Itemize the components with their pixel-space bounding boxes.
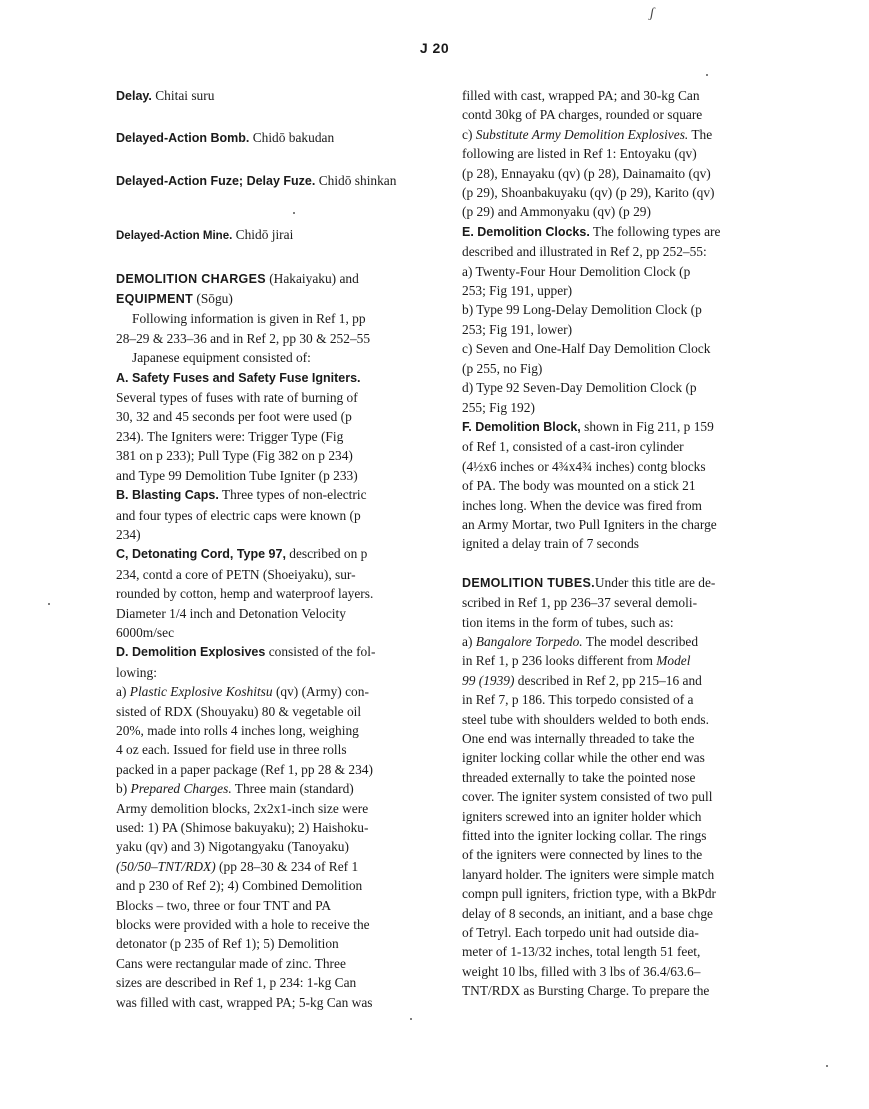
body-line: detonator (p 235 of Ref 1); 5) Demolition	[116, 936, 339, 952]
body-line: lowing:	[116, 664, 157, 680]
body-line: 253; Fig 191, upper)	[462, 283, 573, 299]
body-line: of PA. The body was mounted on a stick 21	[462, 478, 696, 494]
body-line: d) Type 92 Seven-Day Demolition Clock (p	[462, 380, 697, 396]
body-text: a)	[116, 684, 130, 700]
body-text: described on p	[285, 546, 368, 562]
scan-speck	[48, 603, 50, 605]
body-line: TNT/RDX as Bursting Charge. To prepare the	[462, 983, 710, 999]
body-line: (p 29), Shoanbakuyaku (qv) (p 29), Karito (qv)	[462, 185, 715, 201]
scan-speck	[706, 74, 708, 76]
italic-term: Bangalore Torpedo.	[475, 633, 583, 649]
body-line: 20%, made into rolls 4 inches long, weighing	[116, 722, 359, 738]
body-line: blocks were provided with a hole to receive the	[116, 917, 370, 933]
body-text: shown in Fig 211, p 159	[580, 418, 714, 434]
body-line: Japanese equipment consisted of:	[132, 350, 311, 366]
body-line: 30, 32 and 45 seconds per foot were used (p	[116, 409, 352, 425]
body-line: 234, contd a core of PETN (Shoeiyaku), sur-	[116, 566, 356, 582]
body-line: of the igniters were connected by lines to the	[462, 847, 703, 863]
body-line: tion items in the form of tubes, such as:	[462, 614, 674, 630]
entry-term: Delayed-Action Fuze; Delay Fuze.	[116, 173, 316, 188]
entry-text: Chidō jirai	[232, 227, 294, 243]
body-line: igniters screwed into an igniter holder which	[462, 808, 702, 824]
italic-term: (50/50–TNT/RDX)	[116, 858, 216, 874]
subsection-heading: A. Safety Fuses and Safety Fuse Igniters.	[116, 370, 361, 385]
italic-term: Plastic Explosive Koshitsu	[129, 684, 273, 700]
body-text: The	[688, 126, 713, 142]
body-line: (p 28), Ennayaku (qv) (p 28), Dainamaito (qv)	[462, 165, 711, 181]
body-text: c)	[462, 126, 476, 142]
body-line: fitted into the igniter locking collar. The rings	[462, 828, 707, 844]
body-line: packed in a paper package (Ref 1, pp 28 & 234)	[116, 761, 373, 777]
body-line: ignited a delay train of 7 seconds	[462, 536, 640, 552]
entry-term: Delayed-Action Bomb.	[116, 131, 250, 146]
body-line: yaku (qv) and 3) Nigotangyaku (Tanoyaku)	[116, 839, 349, 855]
body-line: lanyard holder. The igniters were simple match	[462, 866, 715, 882]
body-line: 381 on p 233); Pull Type (Fig 382 on p 234)	[116, 448, 353, 464]
page-number-header: J 20	[419, 40, 450, 56]
entry-delayed-action-fuze	[116, 171, 434, 191]
body-text: Under this title are de-	[594, 574, 716, 590]
body-line: Diameter 1/4 inch and Detonation Velocity	[116, 605, 346, 621]
body-line: filled with cast, wrapped PA; and 30-kg Can	[462, 88, 700, 103]
body-text: in Ref 1, p 236 looks different from	[462, 653, 657, 669]
subsection-heading: D. Demolition Explosives	[116, 645, 266, 660]
body-text: The following types are	[589, 223, 721, 239]
body-text: b)	[116, 781, 131, 797]
body-line: (p 255, no Fig)	[462, 360, 543, 376]
body-line: and Type 99 Demolition Tube Igniter (p 233)	[116, 467, 358, 483]
entry-term: Delayed-Action Mine.	[116, 230, 233, 243]
body-line: contd 30kg of PA charges, rounded or square	[462, 107, 703, 123]
body-line: Following information is given in Ref 1, pp	[132, 311, 366, 327]
body-line: (4½x6 inches or 4¾x4¾ inches) contg blocks	[462, 458, 706, 474]
body-line: sisted of RDX (Shouyaku) 80 & vegetable oil	[116, 703, 362, 719]
body-line: 255; Fig 192)	[462, 399, 535, 415]
entry-delayed-action-bomb	[116, 128, 434, 148]
entry-text: Chidō bakudan	[249, 130, 335, 146]
body-line: threaded externally to take the pointed nose	[462, 769, 696, 785]
body-line: 234)	[116, 526, 141, 542]
handwritten-corner-mark: ʃ	[650, 6, 655, 21]
body-line: steel tube with shoulders welded to both ends.	[462, 711, 709, 727]
italic-term: Model	[656, 653, 691, 669]
body-text: (qv) (Army) con-	[272, 684, 369, 700]
body-line: 234). The Igniters were: Trigger Type (Fig	[116, 428, 344, 444]
body-line: inches long. When the device was fired from	[462, 497, 702, 513]
subsection-heading: C, Detonating Cord, Type 97,	[116, 547, 286, 562]
right-column	[462, 86, 764, 1001]
section-heading: DEMOLITION TUBES.	[462, 575, 595, 590]
body-line: Army demolition blocks, 2x2x1-inch size were	[116, 800, 369, 816]
scan-speck	[410, 1018, 412, 1020]
section-heading: DEMOLITION CHARGES	[116, 271, 266, 286]
body-line: meter of 1-13/32 inches, total length 51 feet,	[462, 944, 701, 960]
body-line: used: 1) PA (Shimose bakuyaku); 2) Haishoku-	[116, 820, 369, 835]
body-line: following are listed in Ref 1: Entoyaku (qv)	[462, 146, 697, 162]
body-line: 4 oz each. Issued for field use in three rolls	[116, 742, 347, 758]
subsection-heading: F. Demolition Block,	[462, 419, 581, 434]
body-line: sizes are described in Ref 1, p 234: 1-kg Can	[116, 975, 357, 991]
entry-delayed-action-mine	[116, 225, 434, 246]
body-text: The model described	[582, 633, 699, 649]
entry-term: Delay.	[116, 89, 152, 103]
body-line: in Ref 7, p 186. This torpedo consisted of a	[462, 692, 694, 708]
subsection-heading: E. Demolition Clocks.	[462, 224, 590, 239]
body-line: b) Type 99 Long-Delay Demolition Clock (p	[462, 302, 702, 318]
body-line: 28–29 & 233–36 and in Ref 2, pp 30 & 252–55	[116, 330, 371, 346]
body-line: of Ref 1, consisted of a cast-iron cylinder	[462, 439, 684, 455]
scan-speck	[826, 1065, 828, 1067]
body-line: compn pull igniters, friction type, with a BkPdr	[462, 886, 717, 902]
body-line: One end was internally threaded to take the	[462, 731, 695, 746]
body-text: Three main (standard)	[231, 781, 354, 797]
body-line: igniter locking collar while the other end was	[462, 750, 705, 766]
section-heading: EQUIPMENT	[116, 292, 194, 307]
body-line: 6000m/sec	[116, 624, 175, 640]
body-line: (p 29) and Ammonyaku (qv) (p 29)	[462, 204, 651, 220]
italic-term: Substitute Army Demolition Explosives.	[475, 126, 689, 142]
body-text: consisted of the fol-	[265, 644, 376, 660]
italic-term: Prepared Charges.	[130, 781, 232, 797]
scan-speck	[293, 212, 295, 214]
entry-text: Chitai suru	[151, 88, 215, 103]
body-line: weight 10 lbs, filled with 3 lbs of 36.4/63.6–	[462, 963, 701, 979]
italic-term: 99 (1939)	[462, 672, 515, 688]
body-line: of Tetryl. Each torpedo unit had outside dia-	[462, 925, 699, 941]
section-demolition-tubes	[462, 573, 764, 593]
body-line: delay of 8 seconds, an initiant, and a base chge	[462, 905, 713, 921]
body-line: Blocks – two, three or four TNT and PA	[116, 897, 332, 913]
entry-text: Chidō shinkan	[315, 172, 397, 188]
body-line: described and illustrated in Ref 2, pp 252–55:	[462, 244, 707, 260]
body-line: scribed in Ref 1, pp 236–37 several demoli-	[462, 595, 698, 611]
heading-text: (Hakaiyaku) and	[265, 270, 359, 286]
body-line: and four types of electric caps were known (p	[116, 507, 361, 523]
body-line: and p 230 of Ref 2); 4) Combined Demolition	[116, 878, 363, 894]
body-line: c) Seven and One-Half Day Demolition Clock	[462, 341, 711, 357]
body-text: described in Ref 2, pp 215–16 and	[514, 672, 702, 688]
subsection-heading: B. Blasting Caps.	[116, 488, 219, 503]
body-line: Cans were rectangular made of zinc. Three	[116, 955, 346, 971]
body-line: rounded by cotton, hemp and waterproof layers.	[116, 586, 374, 602]
heading-text: (Sōgu)	[193, 291, 233, 307]
body-line: a) Twenty-Four Hour Demolition Clock (p	[462, 263, 691, 279]
body-text: a)	[462, 633, 476, 649]
body-text: Three types of non-electric	[218, 487, 367, 503]
entry-delay	[116, 86, 434, 106]
body-line: 253; Fig 191, lower)	[462, 321, 573, 337]
body-line: was filled with cast, wrapped PA; 5-kg Can was	[116, 994, 373, 1010]
body-line: cover. The igniter system consisted of two pull	[462, 789, 713, 805]
body-text: (pp 28–30 & 234 of Ref 1	[215, 858, 359, 874]
left-column	[116, 86, 434, 1012]
section-demolition-charges	[116, 269, 434, 1012]
body-line: an Army Mortar, two Pull Igniters in the charge	[462, 516, 717, 532]
body-line: Several types of fuses with rate of burning of	[116, 390, 358, 406]
